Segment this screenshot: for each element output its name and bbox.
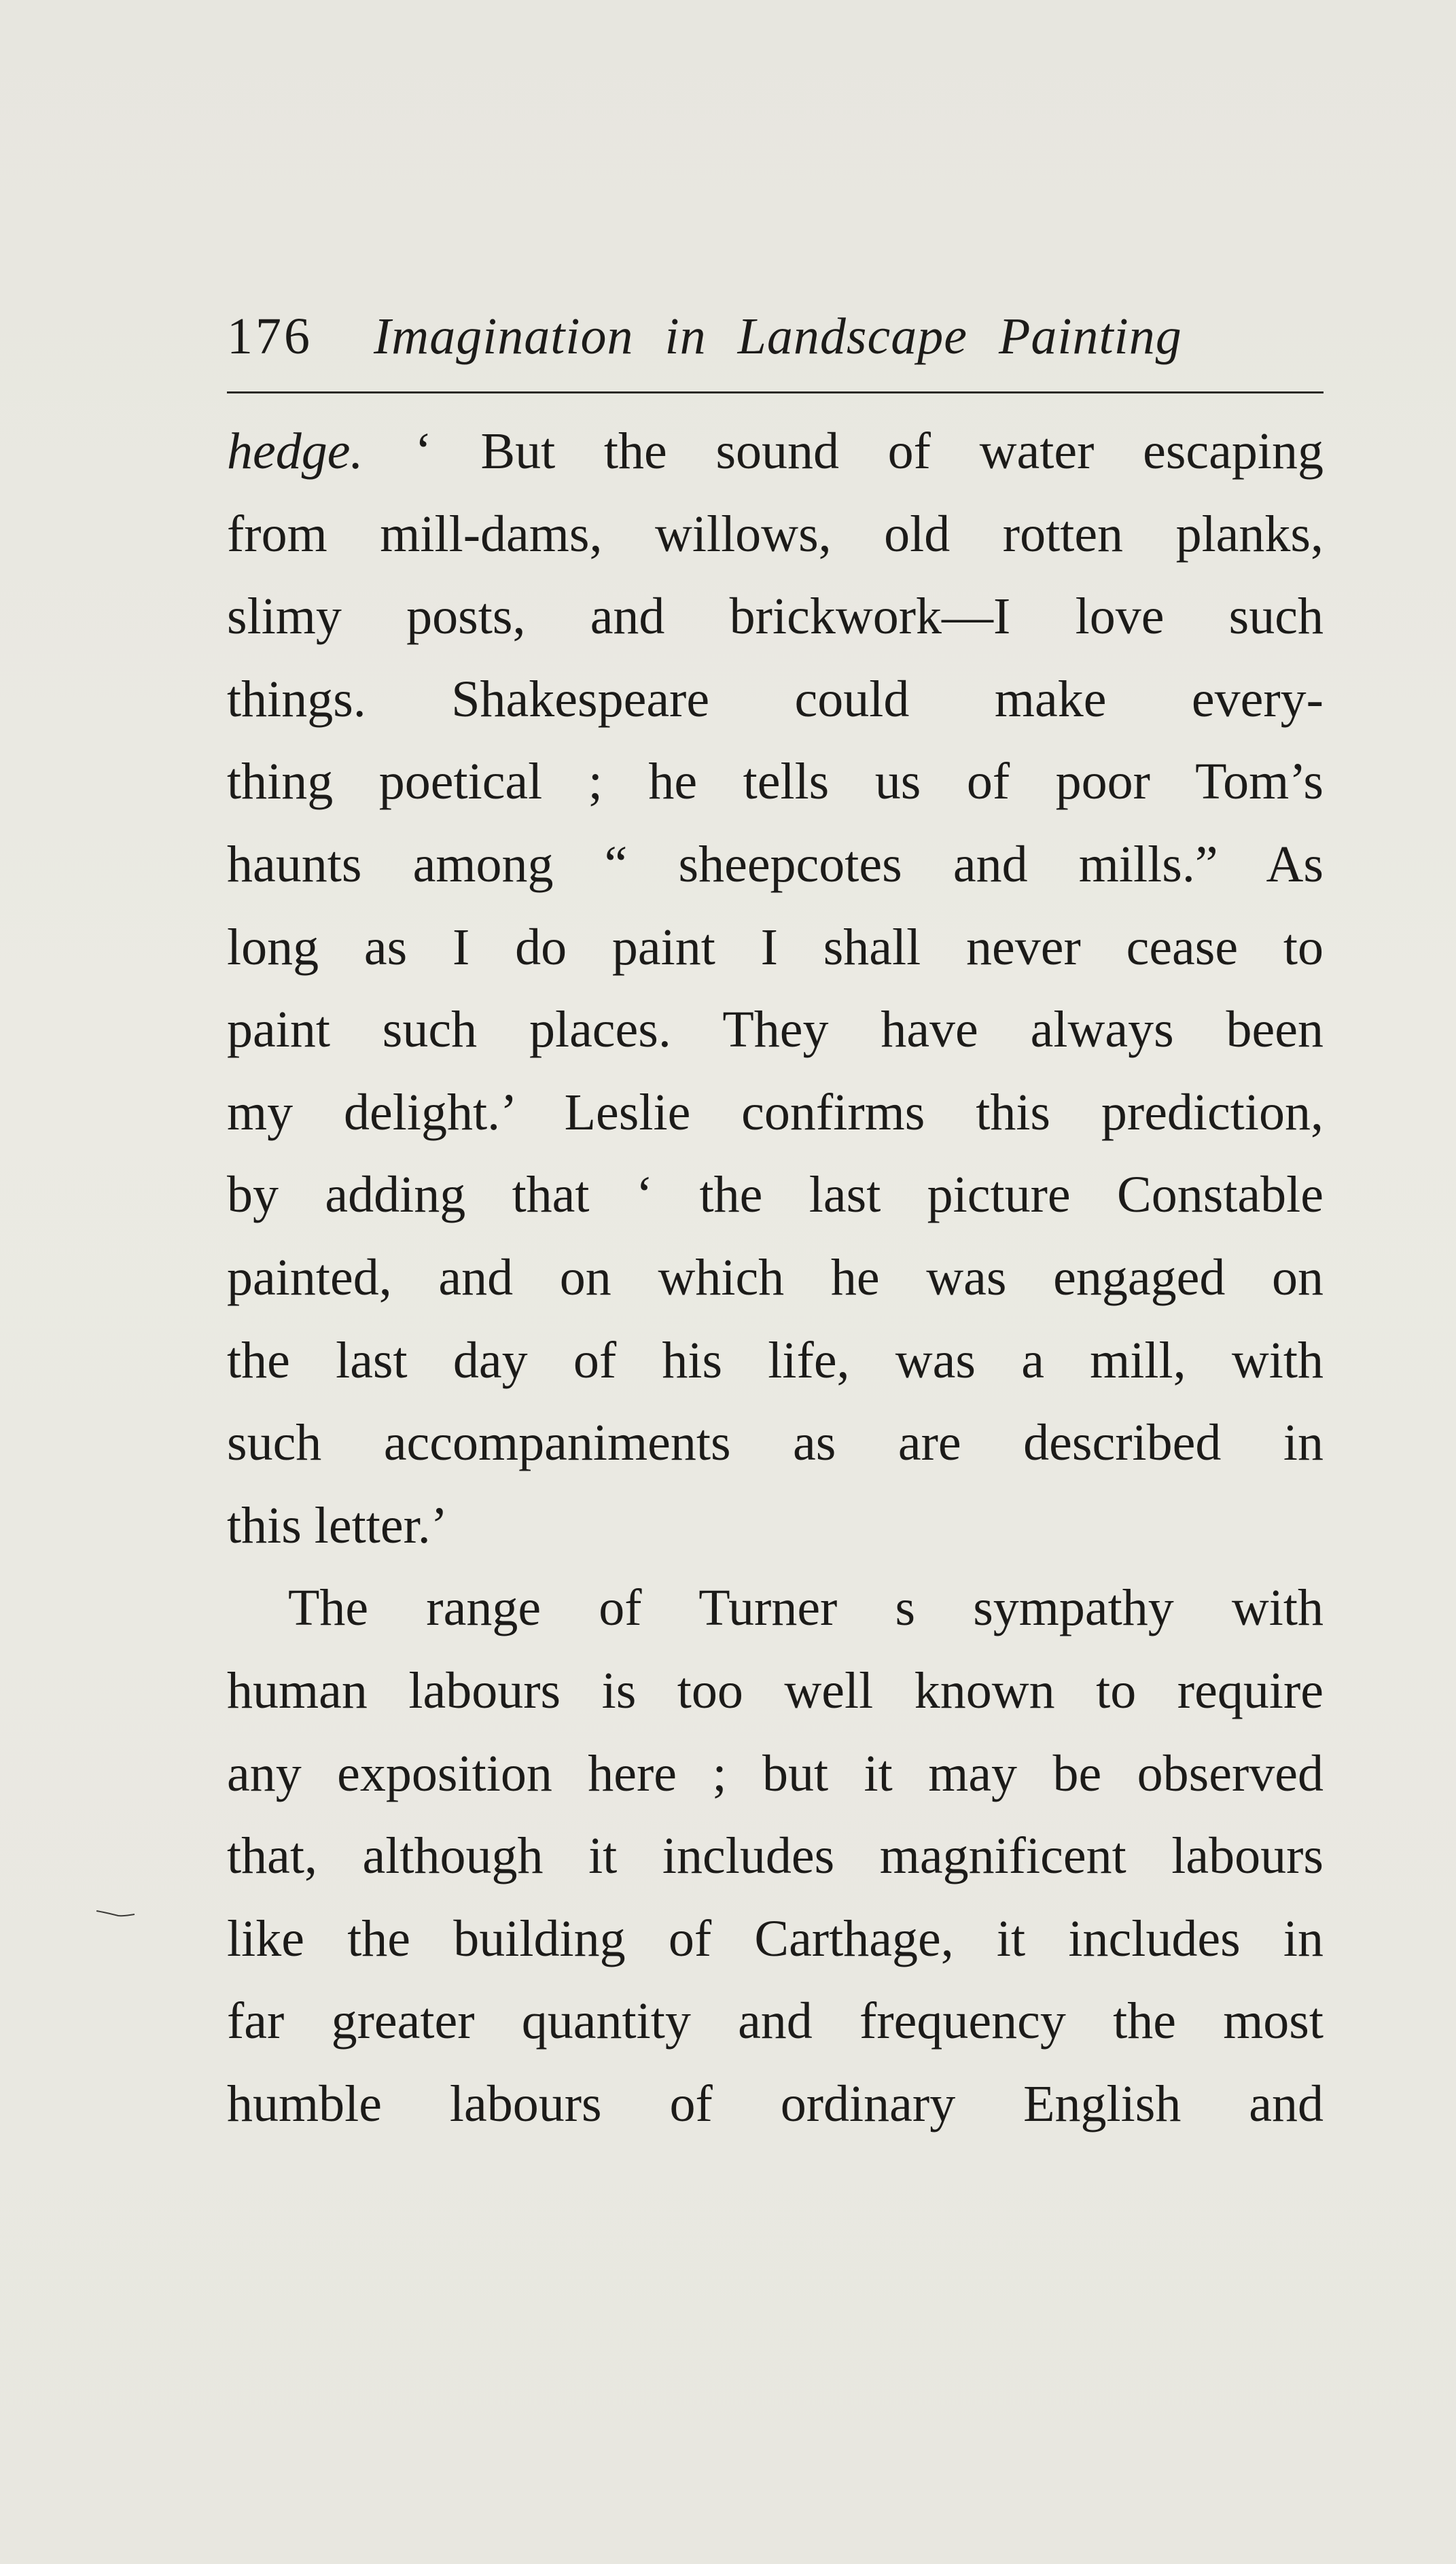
running-header <box>227 299 1324 374</box>
text-line <box>227 410 1324 493</box>
text-line: any exposition here ; but it may be observed <box>227 1744 1324 1802</box>
text-line: slimy posts, and brickwork—I love such <box>227 588 1324 646</box>
text-line: humble labours of ordinary English and <box>227 2075 1324 2132</box>
text-line: from mill-dams, willows, old rotten planks, <box>227 505 1324 563</box>
text-line: haunts among “ sheepcotes and mills.” As <box>227 835 1324 893</box>
text-line: The range of Turner s sympathy with <box>288 1579 1324 1637</box>
running-title: Imagination in Landscape Painting <box>374 308 1182 365</box>
text-line: thing poetical ; he tells us of poor Tom’s <box>227 753 1324 811</box>
text-line: paint such places. They have always been <box>227 1001 1324 1059</box>
text-line: my delight.’ Leslie confirms this prediction, <box>227 1083 1324 1141</box>
text-line: painted, and on which he was engaged on <box>227 1248 1324 1306</box>
text-line: the last day of his life, was a mill, with <box>227 1331 1324 1389</box>
text-line: this letter.’ <box>227 1496 448 1554</box>
header-rule <box>227 391 1324 393</box>
italic-lead-word: hedge. <box>227 423 363 480</box>
body-text <box>227 410 1324 2145</box>
margin-mark <box>95 1908 136 1918</box>
text-line: like the building of Carthage, it includes in <box>227 1910 1324 1967</box>
text-line: far greater quantity and frequency the most <box>227 1992 1324 2050</box>
text-line: by adding that ‘ the last picture Constable <box>227 1166 1324 1224</box>
text-line: that, although it includes magnificent labours <box>227 1827 1324 1885</box>
text-line: things. Shakespeare could make every- <box>227 670 1324 728</box>
text-line: long as I do paint I shall never cease to <box>227 918 1324 976</box>
text-line: such accompaniments as are described in <box>227 1414 1324 1472</box>
text-line: human labours is too well known to require <box>227 1662 1324 1719</box>
page-number: 176 <box>227 308 313 365</box>
line-text: ‘ But the sound of water escaping <box>414 423 1324 480</box>
